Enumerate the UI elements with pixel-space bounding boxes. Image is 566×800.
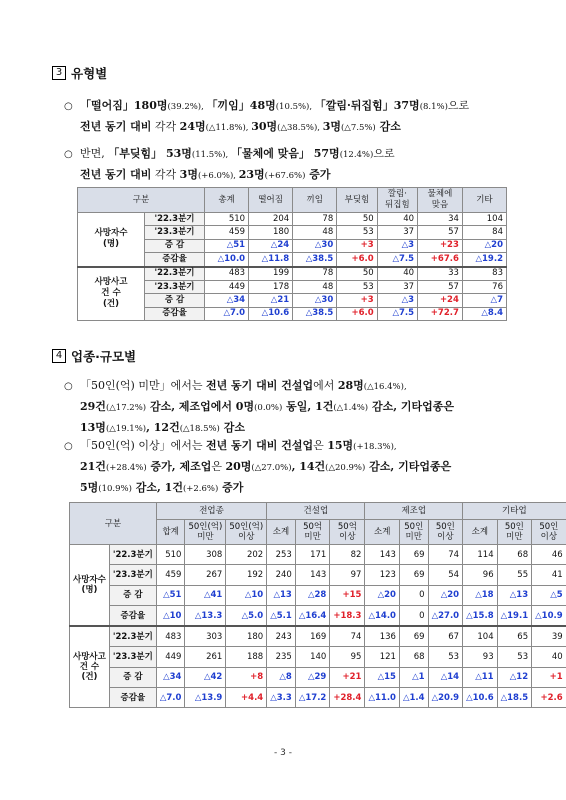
table-cell: 40 [377,267,417,281]
table-cell: 57 [418,226,463,239]
row-group-label: 사망자수 (명) [78,213,145,267]
table-cell: △1.4 [399,688,428,708]
table-cell: 68 [497,545,532,565]
table-group-header: 건설업 [267,503,365,520]
table-cell: 180 [226,626,267,647]
table-cell: 53 [337,226,377,239]
table-row [78,213,507,226]
type-statistics-table [77,187,507,321]
table-cell: 121 [365,647,400,667]
table-subheader-cell: 50인(억) 미만 [185,520,226,545]
table-cell: 510 [156,545,185,565]
table-cell: 50 [337,267,377,281]
table-cell: △16.4 [295,605,330,626]
row-label: '22.3분기 [109,626,156,647]
table-cell: 459 [156,565,185,585]
row-label: 증 감 [109,585,156,605]
table-cell: △7.0 [205,307,249,320]
table-cell: △15.8 [463,605,498,626]
table-cell: 136 [365,626,400,647]
table-cell: 48 [293,280,337,293]
table-cell: △30 [293,239,337,252]
table-cell: 96 [463,565,498,585]
table-cell: 510 [205,213,249,226]
table-cell: +3 [337,239,377,252]
row-label: '22.3분기 [145,267,205,281]
table-cell: +15 [330,585,365,605]
table-cell: 57 [418,280,463,293]
row-label: '23.3분기 [145,226,205,239]
table-cell: +4.4 [226,688,267,708]
table-group-header: 제조업 [365,503,463,520]
table-cell: 459 [205,226,249,239]
table-cell: △7.0 [156,688,185,708]
table-cell: △14 [428,667,463,687]
row-label: '22.3분기 [145,213,205,226]
table-cell: +1 [532,667,566,687]
table-cell: △14.0 [365,605,400,626]
table-cell: 37 [377,226,417,239]
table-cell: △5 [532,585,566,605]
table-cell: 243 [267,626,296,647]
table-cell: +67.6 [418,253,463,267]
table-cell: +24 [418,294,463,307]
table-cell: △18.5 [497,688,532,708]
table-cell: △10.6 [463,688,498,708]
table-cell: 78 [293,213,337,226]
table-cell: △38.5 [293,253,337,267]
table-cell: +6.0 [337,307,377,320]
table-group-header: 기타업 [463,503,566,520]
table-cell: △34 [205,294,249,307]
table-subheader-cell: 소계 [463,520,498,545]
table-cell: +28.4 [330,688,365,708]
row-group-label: 사망자수 (명) [70,545,110,627]
table-cell: 74 [428,545,463,565]
table-cell: △17.2 [295,688,330,708]
table-cell: △5.0 [226,605,267,626]
table-cell: △11.0 [365,688,400,708]
table-cell: 267 [185,565,226,585]
section-title: 업종·규모별 [71,349,137,364]
table-cell: 308 [185,545,226,565]
table-cell: 171 [295,545,330,565]
table-cell: 55 [497,565,532,585]
table-cell: △10 [156,605,185,626]
table-cell: 143 [295,565,330,585]
table-cell: 67 [428,626,463,647]
row-label: '23.3분기 [145,280,205,293]
table-row [70,605,566,626]
table-cell: 68 [399,647,428,667]
table-cell: 199 [249,267,293,281]
table-subheader-cell: 소계 [365,520,400,545]
table-cell: 69 [399,545,428,565]
row-label: '22.3분기 [109,545,156,565]
table-cell: 34 [418,213,463,226]
table-header-cell: 구분 [78,188,205,213]
table-cell: △27.0 [428,605,463,626]
table-cell: 202 [226,545,267,565]
table-cell: △20 [462,239,506,252]
table-cell: △13.9 [185,688,226,708]
table-header-cell: 부딪힘 [337,188,377,213]
paragraph-type-increase: ○ 반면, 「부딪힘」 53명(11.5%), 「물체에 맞음」 57명(12.4%)으로 전년 동기 대비 각각 3명(+6.0%), 23명(+67.6%) 증가 [64,147,395,181]
table-cell: 82 [330,545,365,565]
row-group-label: 사망사고 건 수 (건) [78,267,145,321]
table-cell: △29 [295,667,330,687]
table-cell: △7.5 [377,307,417,320]
paragraph-over-50: ○ 「50인(억) 이상」에서는 전년 동기 대비 건설업은 15명(+18.3%), 21건(+28.4%) 증가, 제조업은 20명(△27.0%), 14건(△20.9%) 감소, 기타업종은 5명(10.9%) 감소, 1건(+2.6%) 증가 [64,439,452,494]
table-cell: 53 [428,647,463,667]
table-cell: △11.8 [249,253,293,267]
section-number: 4 [52,349,66,363]
table-cell: 74 [330,626,365,647]
table-cell: 69 [399,626,428,647]
row-group-label: 사망사고 건 수 (건) [70,626,110,708]
table-cell: 37 [377,280,417,293]
row-label: 증감율 [145,307,205,320]
table-cell: +3 [337,294,377,307]
table-cell: △12 [497,667,532,687]
section-4-heading [52,347,136,365]
table-header-cell: 떨어짐 [249,188,293,213]
table-cell: 40 [377,213,417,226]
table-cell: △42 [185,667,226,687]
row-label: '23.3분기 [109,647,156,667]
table-cell: △20.9 [428,688,463,708]
table-cell: 449 [156,647,185,667]
row-label: 증 감 [145,294,205,307]
table-cell: △3 [377,239,417,252]
table-cell: △38.5 [293,307,337,320]
table-row [70,688,566,708]
table-cell: 143 [365,545,400,565]
table-cell: △19.1 [497,605,532,626]
table-cell: △1 [399,667,428,687]
table-cell: +72.7 [418,307,463,320]
table-cell: △24 [249,239,293,252]
table-cell: △51 [156,585,185,605]
table-cell: △13 [497,585,532,605]
table-cell: 41 [532,565,566,585]
table-header-cell: 물체에 맞음 [418,188,463,213]
table-cell: 235 [267,647,296,667]
table-cell: 78 [293,267,337,281]
section-title: 유형별 [71,66,108,81]
table-cell: 188 [226,647,267,667]
table-row [70,626,566,647]
table-cell: 65 [497,626,532,647]
bullet-icon: ○ [64,101,73,112]
row-label: '23.3분기 [109,565,156,585]
table-subheader-cell: 소계 [267,520,296,545]
paragraph-type-decrease: ○ 「떨어짐」180명(39.2%), 「끼임」48명(10.5%), 「깔림·뒤집힘」37명(8.1%)으로 전년 동기 대비 각각 24명(△11.8%), 30명(△38.5%), 3명(△7.5%) 감소 [64,99,470,133]
table-cell: 178 [249,280,293,293]
table-cell: △3 [377,294,417,307]
section-number: 3 [52,66,66,80]
table-cell: 84 [462,226,506,239]
section-3-heading [52,64,107,82]
row-label: 증감율 [109,688,156,708]
row-label: 증 감 [109,667,156,687]
table-cell: 483 [156,626,185,647]
table-cell: △51 [205,239,249,252]
table-cell: 104 [463,626,498,647]
table-cell: 253 [267,545,296,565]
table-cell: +6.0 [337,253,377,267]
table-header-cell: 기타 [462,188,506,213]
table-cell: 97 [330,565,365,585]
paragraph-under-50: ○ 「50인(억) 미만」에서는 전년 동기 대비 건설업에서 28명(△16.4%), 29건(△17.2%) 감소, 제조업에서 0명(0.0%) 동일, 1건(△1.4%) 감소, 기타업종은 13명(△19.1%), 12건(△18.5%) 감소 [64,379,454,434]
table-cell: 53 [337,280,377,293]
table-cell: △7 [462,294,506,307]
table-subheader-cell: 50억 미만 [295,520,330,545]
table-cell: 53 [497,647,532,667]
table-cell: △20 [428,585,463,605]
bullet-icon: ○ [64,381,73,392]
table-cell: 69 [399,565,428,585]
row-label: 증감율 [145,253,205,267]
table-row [70,565,566,585]
table-cell: △30 [293,294,337,307]
table-cell: △8.4 [462,307,506,320]
table-cell: △41 [185,585,226,605]
table-cell: △13 [267,585,296,605]
table-header-cell: 총계 [205,188,249,213]
table-cell: 83 [462,267,506,281]
industry-size-table [69,502,566,708]
table-cell: 192 [226,565,267,585]
table-header-cell: 깔림· 뒤집힘 [377,188,417,213]
table-cell: 39 [532,626,566,647]
table-cell: △18 [463,585,498,605]
table-cell: 114 [463,545,498,565]
table-cell: △10 [226,585,267,605]
table-header-cell: 구분 [70,503,157,545]
table-cell: △21 [249,294,293,307]
table-row [70,585,566,605]
table-cell: △28 [295,585,330,605]
table-cell: 50 [337,213,377,226]
table-cell: 0 [399,585,428,605]
row-label: 증감율 [109,605,156,626]
table-cell: 180 [249,226,293,239]
table-cell: △10.6 [249,307,293,320]
table-subheader-cell: 50인 미만 [399,520,428,545]
table-cell: 261 [185,647,226,667]
table-cell: 449 [205,280,249,293]
table-cell: 0 [399,605,428,626]
table-group-header: 전업종 [156,503,266,520]
table-cell: 240 [267,565,296,585]
table-subheader-cell: 50인 이상 [532,520,566,545]
table-row [70,667,566,687]
table-subheader-cell: 50억 이상 [330,520,365,545]
table-cell: 104 [462,213,506,226]
table-subheader-cell: 합계 [156,520,185,545]
table-cell: 95 [330,647,365,667]
table-cell: 54 [428,565,463,585]
table-cell: 40 [532,647,566,667]
table-row [70,647,566,667]
table-cell: △10.9 [532,605,566,626]
table-cell: △10.0 [205,253,249,267]
row-label: 증 감 [145,239,205,252]
table-cell: 46 [532,545,566,565]
bullet-icon: ○ [64,149,73,160]
table-cell: 76 [462,280,506,293]
page-number: - 3 - [274,748,292,758]
table-cell: △11 [463,667,498,687]
table-cell: △19.2 [462,253,506,267]
table-cell: △3.3 [267,688,296,708]
table-row [70,545,566,565]
table-cell: 140 [295,647,330,667]
table-cell: △7.5 [377,253,417,267]
table-cell: +2.6 [532,688,566,708]
table-cell: +21 [330,667,365,687]
table-cell: 93 [463,647,498,667]
table-row [78,267,507,281]
table-cell: △8 [267,667,296,687]
table-cell: +23 [418,239,463,252]
table-cell: 169 [295,626,330,647]
table-subheader-cell: 50인(억) 이상 [226,520,267,545]
table-cell: △15 [365,667,400,687]
table-cell: 48 [293,226,337,239]
table-cell: 204 [249,213,293,226]
table-subheader-cell: 50인 이상 [428,520,463,545]
table-cell: 483 [205,267,249,281]
table-cell: +8 [226,667,267,687]
table-cell: △34 [156,667,185,687]
table-cell: 33 [418,267,463,281]
bullet-icon: ○ [64,441,73,452]
table-cell: △20 [365,585,400,605]
table-header-cell: 끼임 [293,188,337,213]
table-cell: +18.3 [330,605,365,626]
table-cell: 303 [185,626,226,647]
table-subheader-cell: 50인 미만 [497,520,532,545]
table-cell: 123 [365,565,400,585]
table-cell: △5.1 [267,605,296,626]
table-cell: △13.3 [185,605,226,626]
